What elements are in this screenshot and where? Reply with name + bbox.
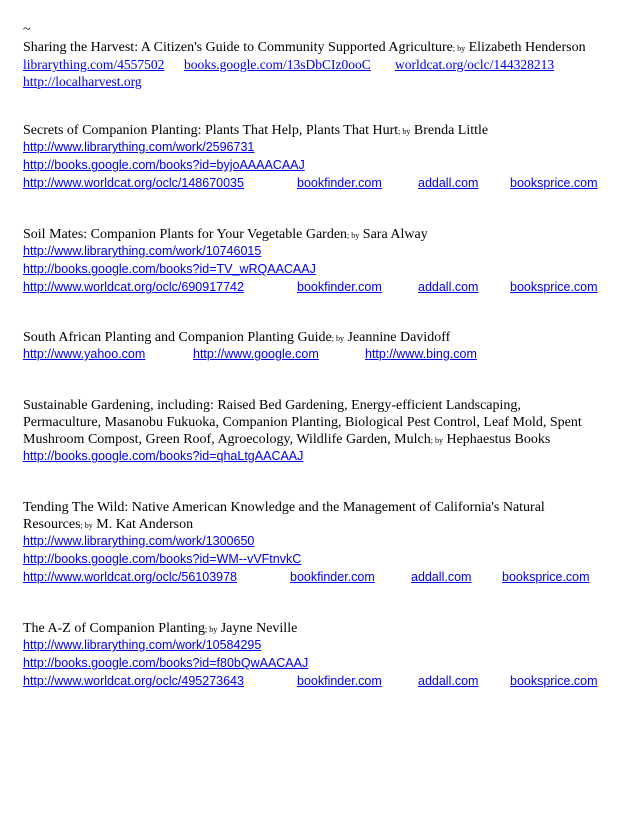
bookfinder-link[interactable]: bookfinder.com <box>297 280 382 294</box>
book-author: Jayne Neville <box>220 621 298 636</box>
librarything-link[interactable]: http://www.librarything.com/work/1300650 <box>23 534 255 548</box>
by-label: ; by <box>430 436 443 445</box>
addall-link[interactable]: addall.com <box>411 570 472 584</box>
book-author: Jeannine Davidoff <box>347 330 451 345</box>
librarything-link[interactable]: librarything.com/4557502 <box>23 57 165 72</box>
google-books-link[interactable]: http://books.google.com/books?id=byjoAAAACAAJ <box>23 158 305 172</box>
book-title-line: Sustainable Gardening, including: Raised Bed Gardening, Energy-efficient Landscaping, <box>23 398 521 413</box>
bookfinder-link[interactable]: bookfinder.com <box>297 176 382 190</box>
addall-link[interactable]: addall.com <box>418 674 479 688</box>
google-books-link[interactable]: http://books.google.com/books?id=TV_wRQAACAAJ <box>23 262 316 276</box>
book-author: Elizabeth Henderson <box>468 40 586 55</box>
book-title-line <box>23 517 193 534</box>
book-author: Brenda Little <box>413 123 489 138</box>
google-link[interactable]: http://www.google.com <box>193 347 319 361</box>
booksprice-link[interactable]: booksprice.com <box>510 674 598 688</box>
google-books-link[interactable]: books.google.com/13sDbCIz0ooC <box>184 57 371 72</box>
by-label: ; by <box>398 127 411 136</box>
bookfinder-link[interactable]: bookfinder.com <box>297 674 382 688</box>
book-title-line <box>23 330 450 347</box>
book-title-line: Permaculture, Masanobu Fukuoka, Companion Planting, Biological Pest Control, Leaf Mold, Spent <box>23 415 582 430</box>
google-books-link[interactable]: http://books.google.com/books?id=f80bQwAACAAJ <box>23 656 309 670</box>
book-author: Hephaestus Books <box>446 432 551 447</box>
yahoo-link[interactable]: http://www.yahoo.com <box>23 347 146 361</box>
book-title: Mushroom Compost, Green Roof, Agroecology, Wildlife Garden, Mulch <box>23 432 431 447</box>
worldcat-link[interactable]: worldcat.org/oclc/144328213 <box>395 57 555 72</box>
book-title-line <box>23 123 488 140</box>
bookfinder-link[interactable]: bookfinder.com <box>290 570 375 584</box>
addall-link[interactable]: addall.com <box>418 176 479 190</box>
book-author: Sara Alway <box>362 227 428 242</box>
book-title-line <box>23 621 297 638</box>
worldcat-link[interactable]: http://www.worldcat.org/oclc/56103978 <box>23 570 238 584</box>
librarything-link[interactable]: http://www.librarything.com/work/2596731 <box>23 140 255 154</box>
book-title: Soil Mates: Companion Plants for Your Vegetable Garden <box>23 227 348 242</box>
book-title: Resources <box>23 517 81 532</box>
librarything-link[interactable]: http://www.librarything.com/work/10584295 <box>23 638 262 652</box>
google-books-link[interactable]: http://books.google.com/books?id=qhaLtgAACAAJ <box>23 449 304 463</box>
by-label: ; by <box>452 44 466 53</box>
book-author: M. Kat Anderson <box>96 517 194 532</box>
worldcat-link[interactable]: http://www.worldcat.org/oclc/495273643 <box>23 674 244 688</box>
librarything-link[interactable]: http://www.librarything.com/work/10746015 <box>23 244 262 258</box>
addall-link[interactable]: addall.com <box>418 280 479 294</box>
book-title-line <box>23 432 550 449</box>
worldcat-link[interactable]: http://www.worldcat.org/oclc/148670035 <box>23 176 244 190</box>
tilde-mark: ~ <box>23 22 31 37</box>
bing-link[interactable]: http://www.bing.com <box>365 347 477 361</box>
booksprice-link[interactable]: booksprice.com <box>510 280 598 294</box>
book-title: South African Planting and Companion Planting Guide <box>23 330 332 345</box>
localharvest-link[interactable]: http://localharvest.org <box>23 74 142 89</box>
by-label: ; by <box>347 231 360 240</box>
booksprice-link[interactable]: booksprice.com <box>502 570 590 584</box>
worldcat-link[interactable]: http://www.worldcat.org/oclc/690917742 <box>23 280 244 294</box>
by-label: ; by <box>204 625 218 634</box>
book-title-line <box>23 40 586 57</box>
by-label: ; by <box>331 334 344 343</box>
book-title: Secrets of Companion Planting: Plants That Help, Plants That Hurt <box>23 123 399 138</box>
book-title-line: Tending The Wild: Native American Knowledge and the Management of California's Natural <box>23 500 545 515</box>
booksprice-link[interactable]: booksprice.com <box>510 176 598 190</box>
book-title: The A-Z of Companion Planting <box>23 621 205 636</box>
by-label: ; by <box>80 521 93 530</box>
book-title-line <box>23 227 428 244</box>
google-books-link[interactable]: http://books.google.com/books?id=WM--vVFtnvkC <box>23 552 302 566</box>
book-title: Sharing the Harvest: A Citizen's Guide to Community Supported Agriculture <box>23 40 453 55</box>
